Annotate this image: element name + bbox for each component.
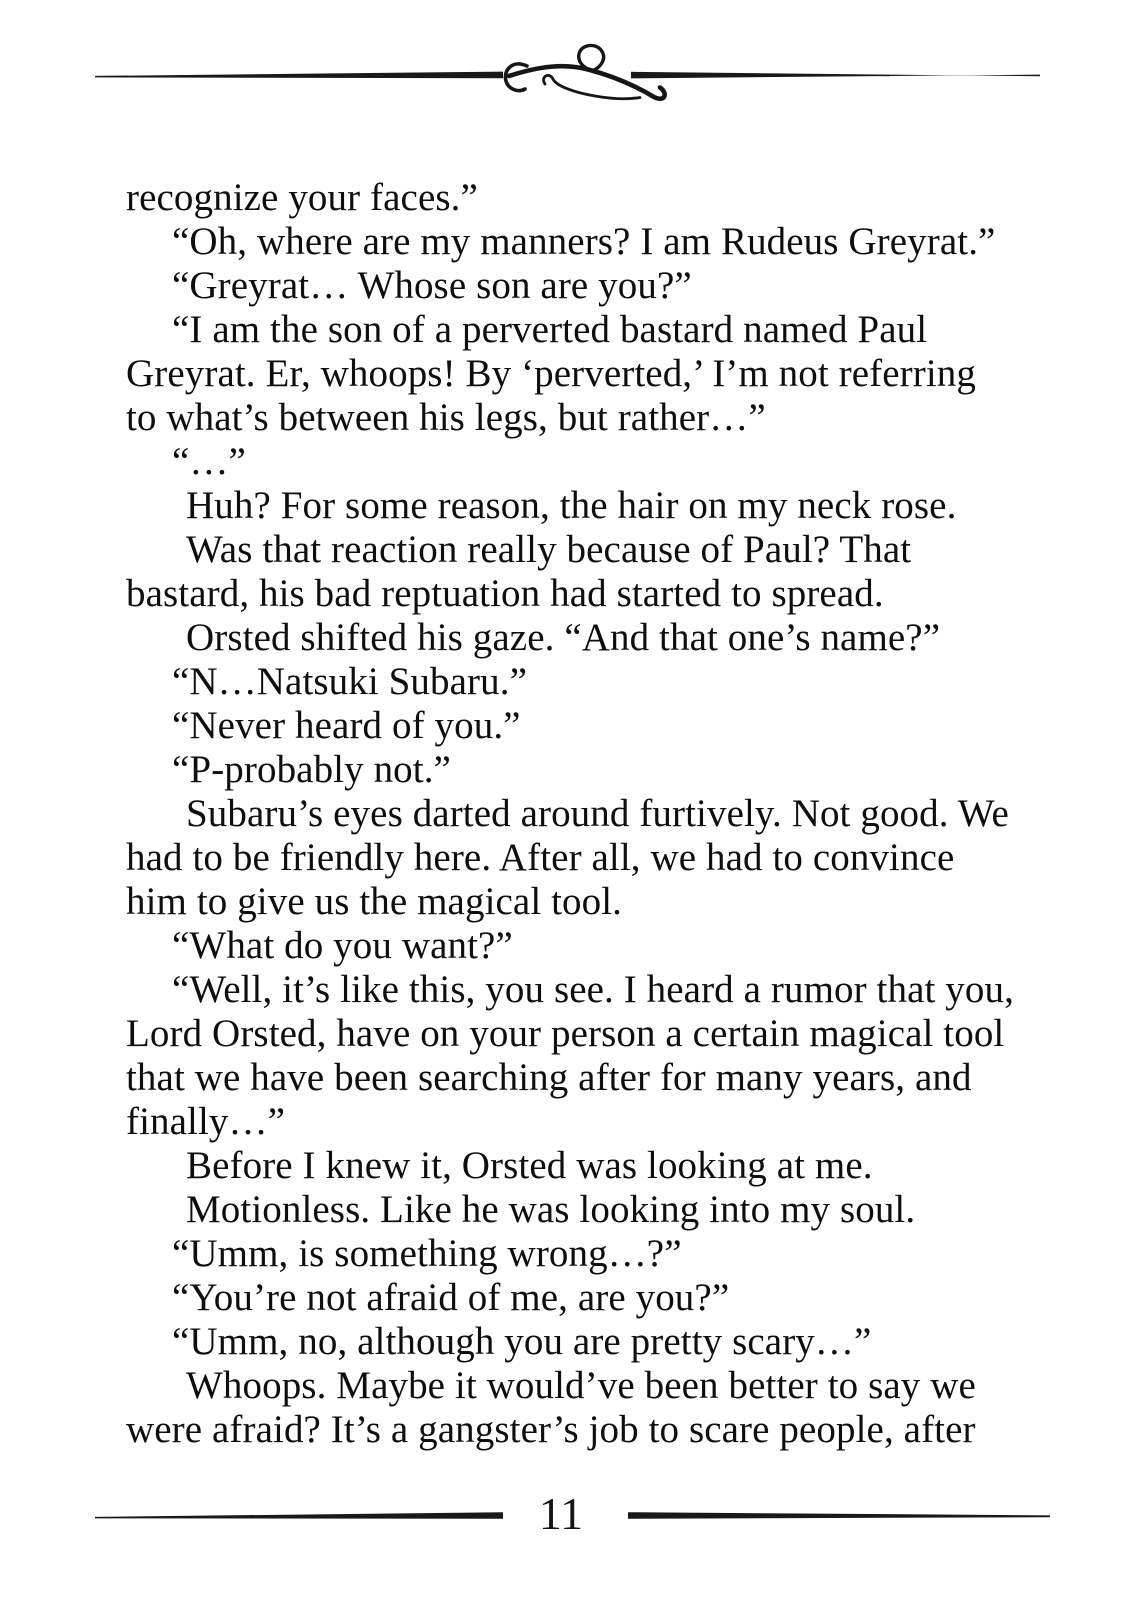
body-text	[126, 176, 1036, 1452]
body-line: Huh? For some reason, the hair on my neck rose.	[186, 484, 957, 527]
page-header-divider	[0, 0, 1122, 140]
body-line: finally…”	[126, 1100, 286, 1143]
body-line: Subaru’s eyes darted around furtively. Not good. We	[186, 792, 1009, 835]
divider-rule-right	[631, 72, 1040, 79]
body-line: “…”	[172, 440, 246, 483]
page-footer	[0, 1488, 1122, 1558]
body-line: Was that reaction really because of Paul? That	[186, 528, 912, 571]
body-line: were afraid? It’s a gangster’s job to scare people, after	[126, 1408, 976, 1451]
body-line: “Oh, where are my manners? I am Rudeus Greyrat.”	[172, 220, 996, 263]
body-line: “Greyrat… Whose son are you?”	[172, 264, 692, 307]
body-line: Motionless. Like he was looking into my soul.	[186, 1188, 916, 1231]
body-line: “Umm, no, although you are pretty scary…”	[172, 1320, 872, 1363]
body-line: bastard, his bad reptuation had started to spread.	[126, 572, 884, 615]
body-line: “You’re not afraid of me, are you?”	[172, 1276, 730, 1319]
body-line: “Well, it’s like this, you see. I heard a rumor that you,	[172, 968, 1014, 1011]
page-number: 11	[538, 1488, 584, 1539]
body-line: Orsted shifted his gaze. “And that one’s name?”	[186, 616, 941, 659]
body-line: “Never heard of you.”	[172, 704, 521, 747]
body-line: “P-probably not.”	[172, 748, 451, 791]
body-line: Greyrat. Er, whoops! By ‘perverted,’ I’m not referring	[126, 352, 976, 395]
body-line: Whoops. Maybe it would’ve been better to say we	[186, 1364, 976, 1407]
body-line: him to give us the magical tool.	[126, 880, 623, 923]
body-line: Before I knew it, Orsted was looking at me.	[186, 1144, 873, 1187]
body-line: Lord Orsted, have on your person a certain magical tool	[126, 1012, 1005, 1055]
body-line: that we have been searching after for many years, and	[126, 1056, 972, 1099]
divider-rule-left	[95, 72, 503, 79]
body-line: recognize your faces.”	[126, 176, 478, 219]
body-line: “I am the son of a perverted bastard named Paul	[172, 308, 928, 351]
body-line: to what’s between his legs, but rather…”	[126, 396, 766, 439]
body-line: “N…Natsuki Subaru.”	[172, 660, 527, 703]
body-line: “What do you want?”	[172, 924, 513, 967]
body-line: “Umm, is something wrong…?”	[172, 1232, 682, 1275]
body-line: had to be friendly here. After all, we had to convince	[126, 836, 955, 879]
